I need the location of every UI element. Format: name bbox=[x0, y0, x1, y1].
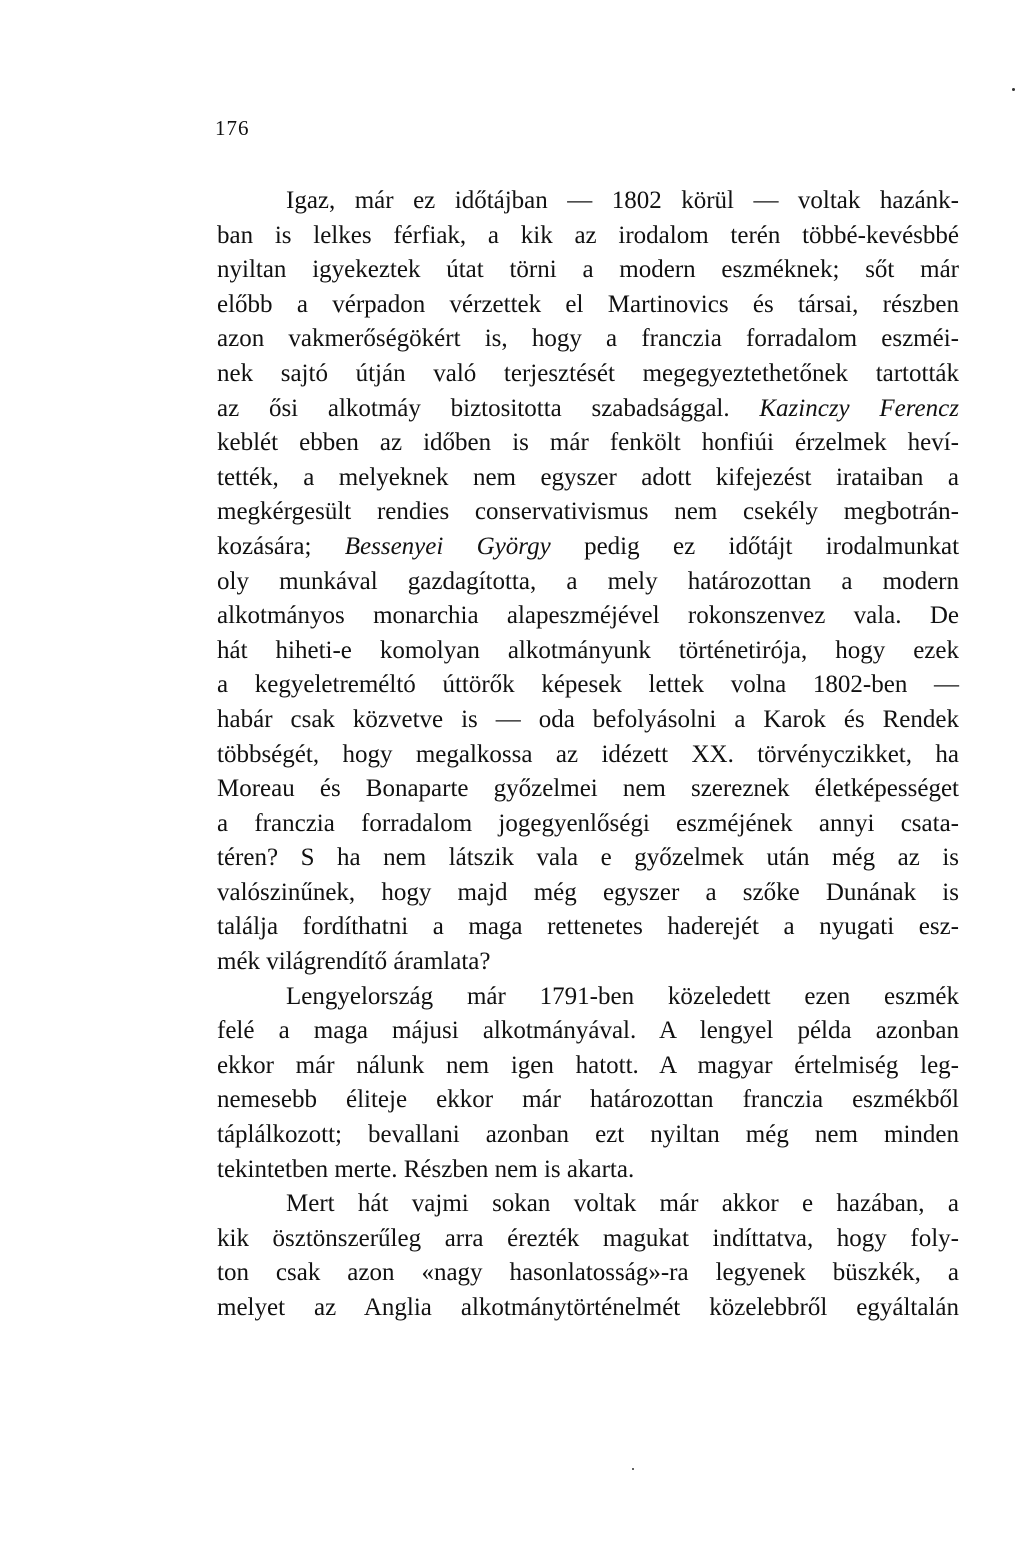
text-line: téren? S ha nem látszik vala e győzelmek után még az is bbox=[217, 844, 959, 872]
person-name-kazinczy: Kazinczy Ferencz bbox=[759, 394, 959, 422]
text-line: melyet az Anglia alkotmánytörténelmét közelebbről egyáltalán bbox=[217, 1294, 959, 1321]
text-line: találja fordíthatni a maga rettenetes haderejét a nyugati esz- bbox=[217, 913, 959, 941]
text-line: Lengyelország már 1791-ben közeledett ezen eszmék bbox=[286, 982, 959, 1010]
text-line: oly munkával gazdagította, a mely határozottan a modern bbox=[217, 567, 959, 595]
text-line: Igaz, már ez időtájban — 1802 körül — voltak hazánk- bbox=[286, 187, 959, 214]
text-line: ekkor már nálunk nem igen hatott. A magyar értelmiség leg- bbox=[217, 1051, 959, 1079]
text-line: habár csak közvetve is — oda befolyásolni a Karok és Rendek bbox=[217, 705, 959, 733]
text-line: többségét, hogy megalkossa az idézett XX. törvényczikket, ha bbox=[217, 740, 959, 768]
text-line: kik ösztönszerűleg arra érezték magukat indíttatva, hogy foly- bbox=[217, 1224, 959, 1252]
text-line-with-name bbox=[217, 392, 959, 427]
text-line: tették, a melyeknek nem egyszer adott kifejezést irataiban a bbox=[217, 463, 959, 491]
text-line: a franczia forradalom jogegyenlőségi eszméjének annyi csata- bbox=[217, 809, 959, 837]
text-line: alkotmányos monarchia alapeszméjével rokonszenvez vala. De bbox=[217, 602, 959, 630]
text-line: a kegyeletreméltó úttörők képesek lettek volna 1802-ben — bbox=[217, 671, 959, 699]
scan-speck bbox=[632, 1468, 634, 1470]
text-line: Moreau és Bonaparte győzelmei nem szereznek életképességet bbox=[217, 775, 959, 803]
text-segment: az ősi alkotmáy biztositotta szabadsággal. bbox=[217, 394, 730, 422]
text-line: Mert hát vajmi sokan voltak már akkor e hazában, a bbox=[286, 1190, 959, 1218]
text-line: azon vakmerőségökért is, hogy a franczia forradalom eszméi- bbox=[217, 325, 959, 353]
text-line: nyiltan igyekeztek útat törni a modern eszméknek; sőt már bbox=[217, 256, 959, 284]
text-line: ton csak azon «nagy hasonlatosság»-ra legyenek büszkék, a bbox=[217, 1259, 959, 1287]
text-line: előbb a vérpadon vérzettek el Martinovics és társai, részben bbox=[217, 290, 959, 318]
text-line: hát hiheti-e komolyan alkotmányunk történetirója, hogy ezek bbox=[217, 636, 959, 664]
person-name-bessenyei: Bessenyei György bbox=[344, 532, 551, 560]
text-line: ban is lelkes férfiak, a kik az irodalom terén többé-kevésbbé bbox=[217, 221, 959, 249]
text-line: keblét ebben az időben is már fenkölt honfiúi érzelmek heví- bbox=[217, 429, 959, 457]
text-line: megkérgesült rendies conservativismus nem csekély megbotrán- bbox=[217, 498, 959, 526]
text-line: felé a maga májusi alkotmányával. A lengyel példa azonban bbox=[217, 1017, 959, 1045]
text-line: mék világrendítő áramlata? bbox=[217, 948, 491, 976]
page-number: 176 bbox=[215, 116, 250, 140]
text-line: valószinűnek, hogy majd még egyszer a szőke Dunának is bbox=[217, 878, 959, 906]
text-line: nek sajtó útján való terjesztését megegyeztethetőnek tartották bbox=[217, 359, 959, 387]
text-line: nemesebb éliteje ekkor már határozottan franczia eszmékből bbox=[217, 1086, 959, 1114]
scan-speck bbox=[1012, 88, 1015, 91]
text-line: táplálkozott; bevallani azonban ezt nyiltan még nem minden bbox=[217, 1121, 959, 1149]
body-text bbox=[217, 184, 959, 1326]
text-segment: kozására; bbox=[217, 532, 312, 560]
text-segment: pedig ez időtájt irodalmunkat bbox=[584, 532, 960, 560]
text-line: tekintetben merte. Részben nem is akarta. bbox=[217, 1155, 635, 1183]
text-line-with-name bbox=[217, 530, 959, 565]
